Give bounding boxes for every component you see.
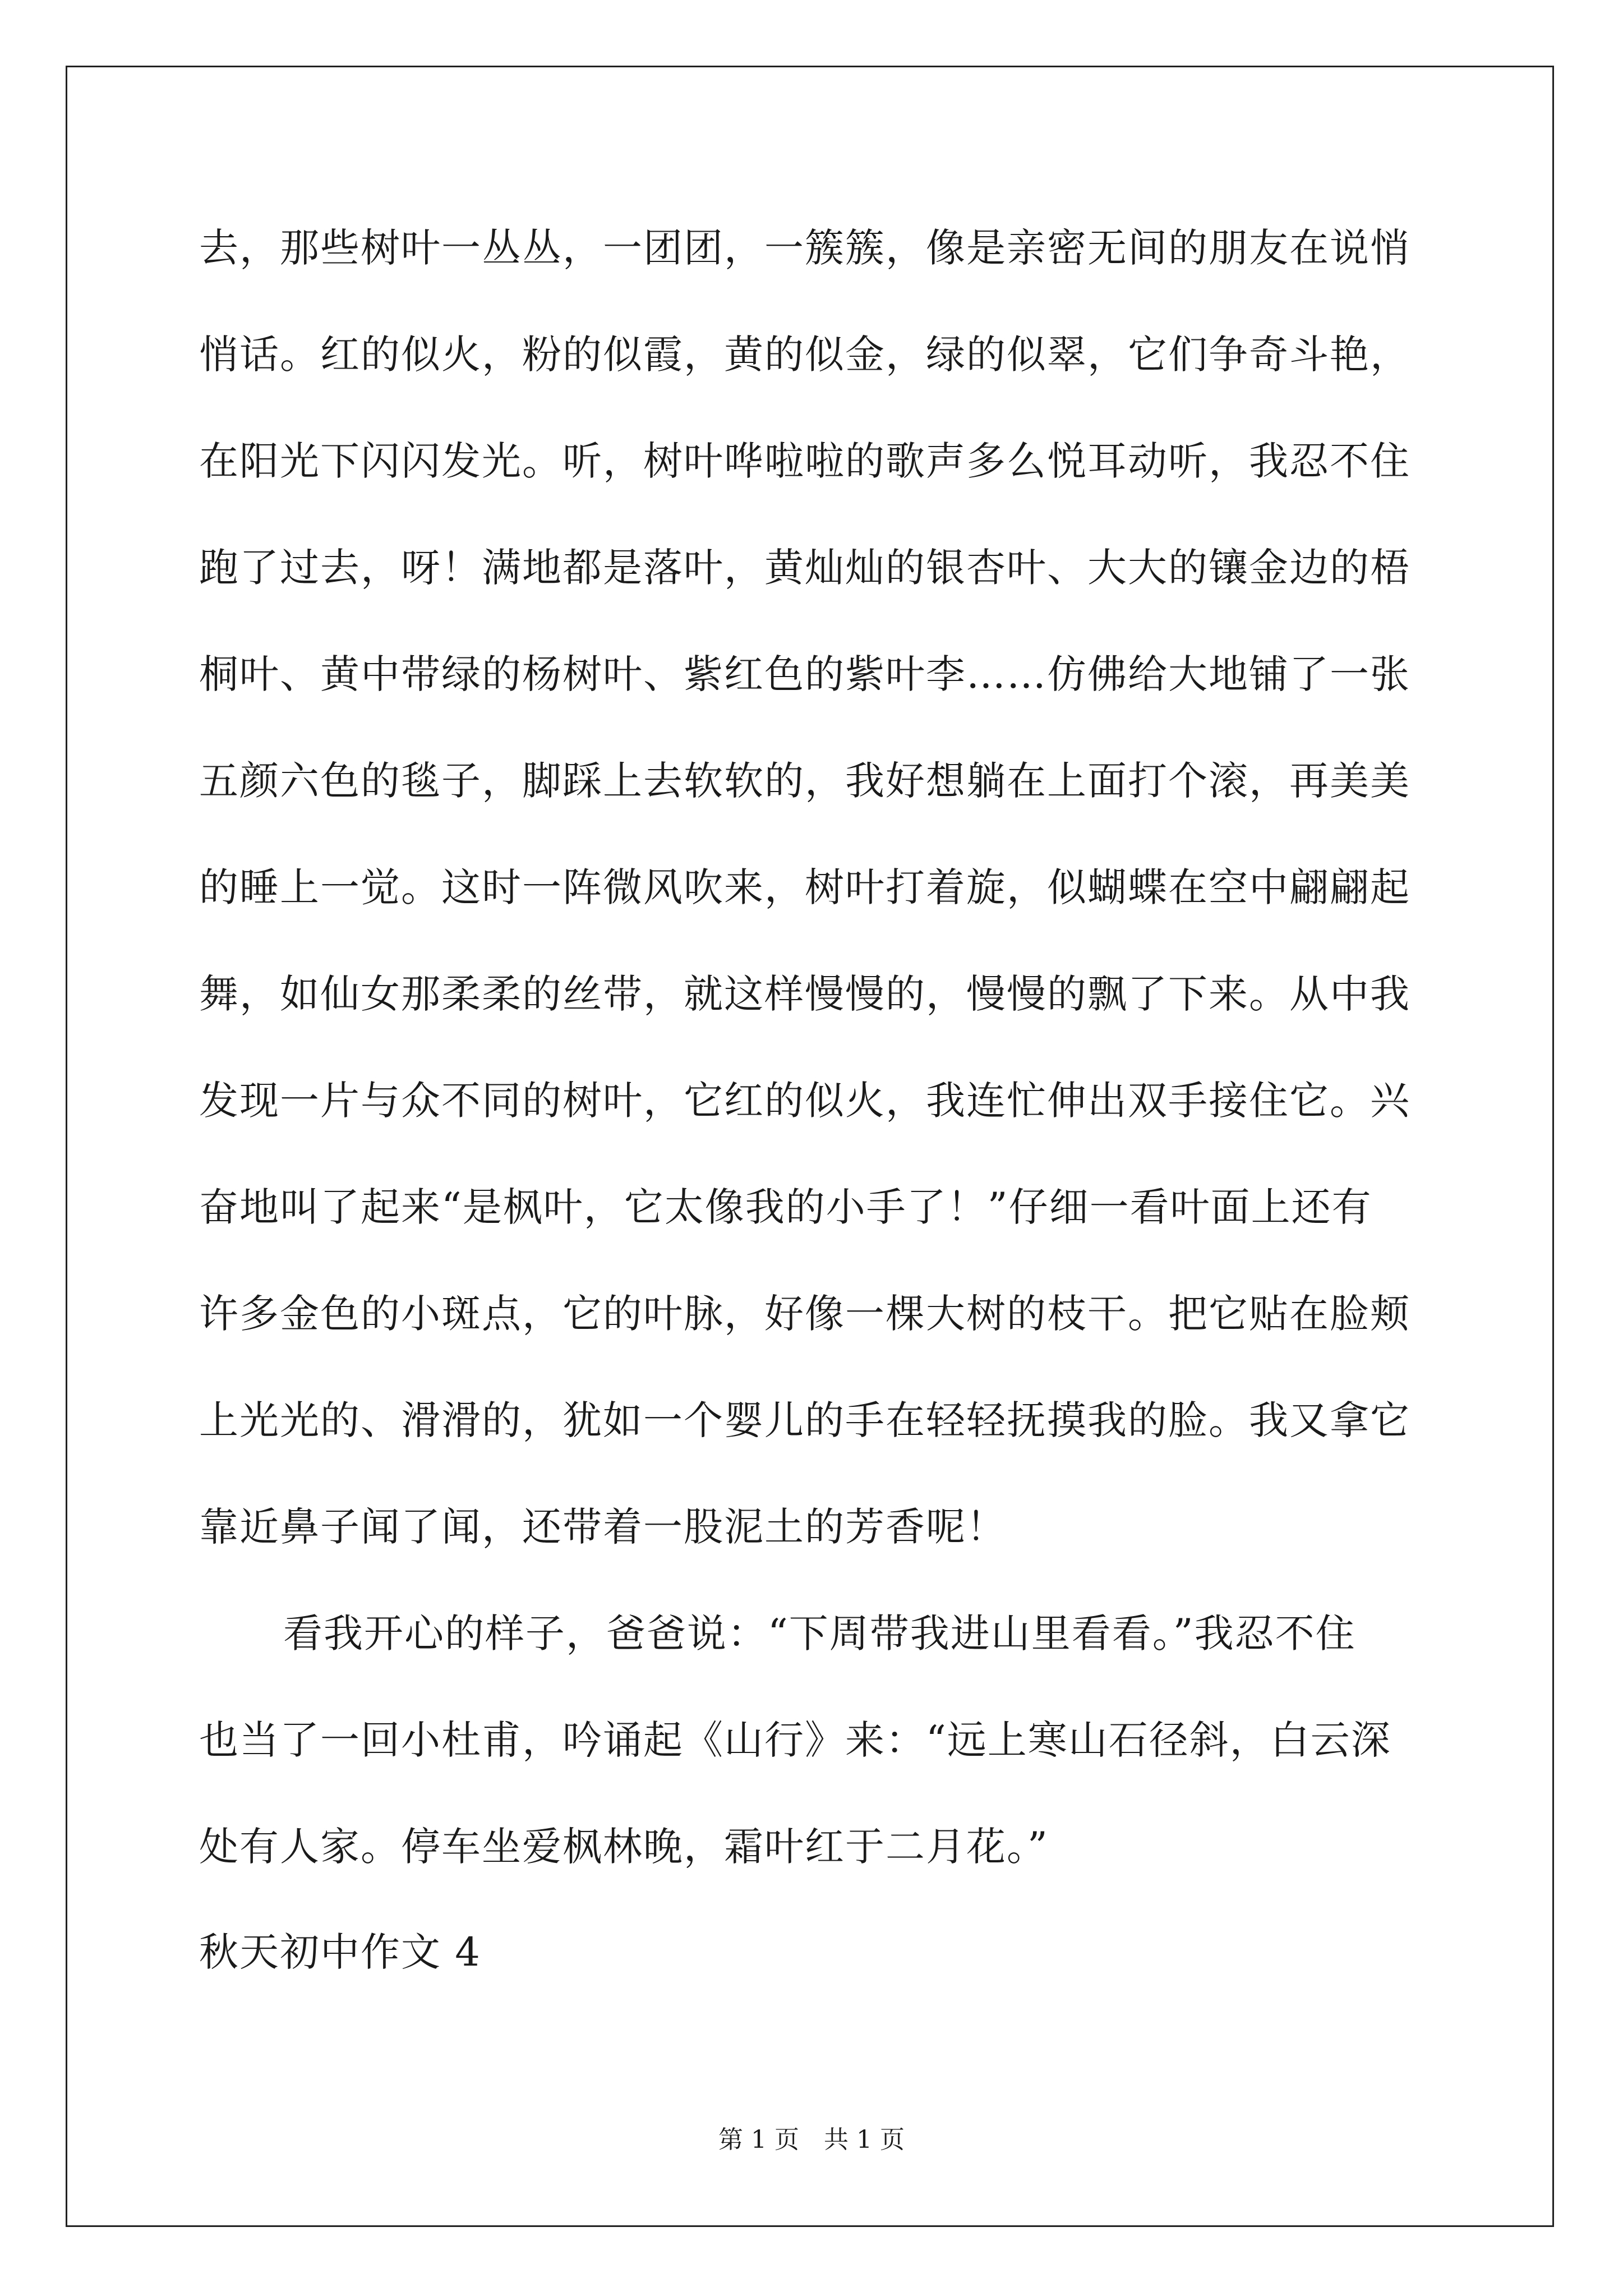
text-line: 也当了一回小杜甫，吟诵起《山行》来：“远上寒山石径斜，白云深: [199, 1717, 1391, 1763]
text-line: 去，那些树叶一丛丛，一团团，一簇簇，像是亲密无间的朋友在说悄: [199, 225, 1410, 271]
page-footer: 第 1 页 共 1 页: [718, 2125, 905, 2154]
text-line: 靠近鼻子闻了闻，还带着一股泥土的芳香呢！: [199, 1504, 1007, 1550]
text-line: 舞，如仙女那柔柔的丝带，就这样慢慢的，慢慢的飘了下来。从中我: [199, 971, 1410, 1017]
text-line: 上光光的、滑滑的，犹如一个婴儿的手在轻轻抚摸我的脸。我又拿它: [199, 1397, 1410, 1443]
text-line: 在阳光下闪闪发光。听，树叶哗啦啦的歌声多么悦耳动听，我忍不住: [199, 438, 1410, 484]
text-line: 处有人家。停车坐爱枫林晚，霜叶红于二月花。”: [199, 1824, 1049, 1870]
paragraph-first-line: 看我开心的样子，爸爸说：“下周带我进山里看看。”我忍不住: [283, 1611, 1356, 1657]
text-line: 跑了过去，呀！满地都是落叶，黄灿灿的银杏叶、大大的镶金边的梧: [199, 545, 1410, 591]
text-line: 五颜六色的毯子，脚踩上去软软的，我好想躺在上面打个滚，再美美: [199, 758, 1410, 804]
text-line: 发现一片与众不同的树叶，它红的似火，我连忙伸出双手接住它。兴: [199, 1078, 1410, 1124]
text-line: 许多金色的小斑点，它的叶脉，好像一棵大树的枝干。把它贴在脸颊: [199, 1291, 1410, 1337]
text-line: 悄话。红的似火，粉的似霞，黄的似金，绿的似翠，它们争奇斗艳，: [199, 332, 1410, 378]
page-frame: [66, 66, 1554, 2227]
text-line: 的睡上一觉。这时一阵微风吹来，树叶打着旋，似蝴蝶在空中翩翩起: [199, 864, 1410, 910]
text-line: 奋地叫了起来“是枫叶，它太像我的小手了！”仔细一看叶面上还有: [199, 1184, 1372, 1230]
section-heading: 秋天初中作文 4: [199, 1929, 481, 1975]
text-line: 桐叶、黄中带绿的杨树叶、紫红色的紫叶李……仿佛给大地铺了一张: [199, 651, 1410, 697]
